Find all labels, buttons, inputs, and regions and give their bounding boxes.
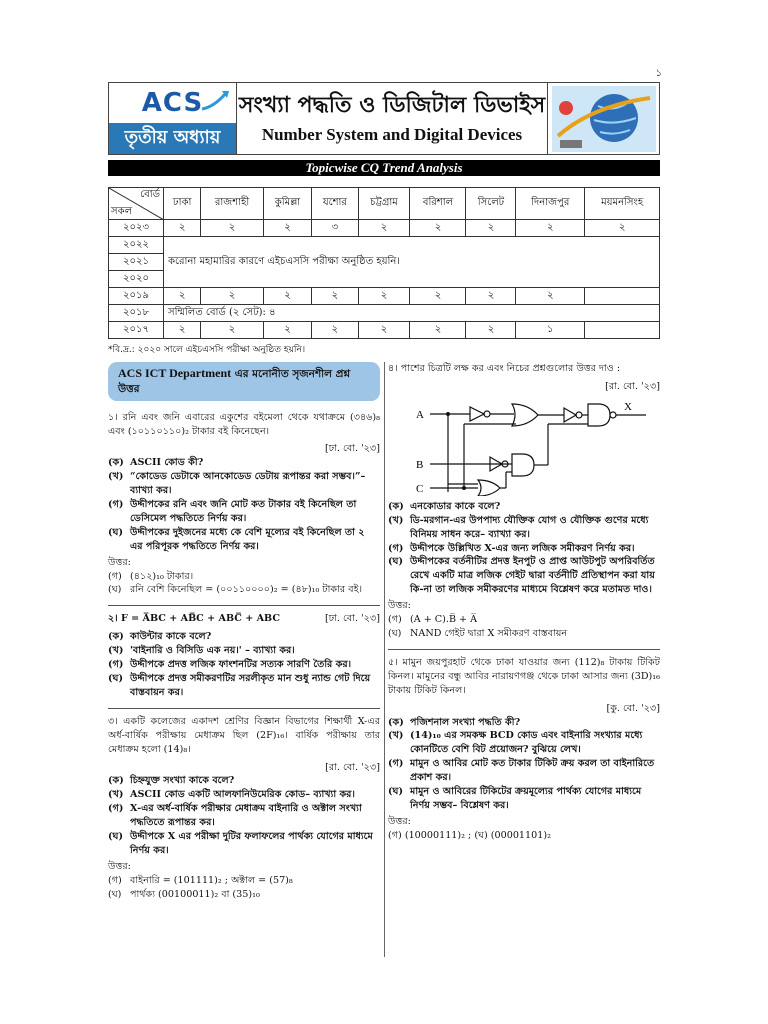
question-5-source: [কু. বো. '২৩] — [606, 702, 660, 714]
chapter-label: তৃতীয় অধ্যায় — [109, 123, 236, 154]
year-cell: ২০২৩ — [109, 220, 164, 237]
question-2-option-kha — [108, 644, 380, 658]
input-c-label: C — [416, 482, 424, 495]
question-5-option-ka — [388, 716, 660, 730]
option-text: উদ্দীপকের রনি এবং জনি মোট কত টাকার বই কিনেছিল তা ডেসিমেল পদ্ধতিতে নির্ণয় কর। — [130, 499, 357, 524]
year-cell: ২০১৯ — [109, 288, 164, 305]
count-cell — [585, 322, 660, 339]
option-key: (ক) — [108, 457, 124, 469]
count-cell: ২ — [410, 220, 466, 237]
question-2-source: [ঢা. বো. '২৩] — [324, 613, 380, 625]
option-text: এনকোডার কাকে বলে? — [410, 500, 501, 512]
option-key: (ঘ) — [108, 888, 122, 900]
board-header: কুমিল্লা — [263, 188, 311, 220]
option-text: ডি-মরগান-এর উপপাদ্য যৌক্তিক যোগ ও যৌক্তিক গুণের মধ্যে বিনিময় সাধন করে– ব্যাখ্যা কর। — [410, 514, 649, 540]
answer-text: (A + C).B̅ + A̅ — [410, 614, 478, 626]
input-a-label: A — [416, 408, 424, 421]
globe-illustration — [547, 83, 659, 154]
corner-board-label: বোর্ড — [140, 189, 160, 200]
department-caption: এর মনোনীত সৃজনশীল প্রশ্ন উত্তর — [118, 368, 351, 396]
question-1-answer-gha — [108, 583, 380, 597]
question-5-option-ga — [388, 757, 660, 785]
question-3-option-kha — [108, 788, 380, 802]
question-2-header — [108, 612, 380, 626]
count-cell: ২ — [164, 322, 201, 339]
table-row — [109, 220, 660, 237]
table-header-row — [109, 188, 660, 220]
count-cell: ২ — [358, 322, 410, 339]
option-key: (গ) — [388, 542, 404, 554]
option-text: উদ্দীপকে X এর পরীক্ষা দুটির ফলাফলের পার্থক্য যোগের মাধ্যমে নির্ণয় কর। — [130, 831, 373, 856]
right-column — [388, 362, 660, 843]
option-text: মামুন ও আবির মোট কত টাকার টিকিট ক্রয় করল তা বাইনারিতে প্রকাশ কর। — [410, 758, 655, 784]
board-header: যশোর — [312, 188, 358, 220]
board-header: সিলেট — [466, 188, 516, 220]
board-header: চট্টগ্রাম — [358, 188, 410, 220]
output-x-label: X — [624, 400, 632, 413]
option-text: 'বাইনারি ও বিসিডি এক নয়।' – ব্যাখ্যা কর। — [130, 645, 295, 657]
count-cell: ২ — [410, 322, 466, 339]
question-2-stem: ২। F = A̅BC + AB̅C + ABC̅ + ABC — [108, 613, 280, 625]
option-key: (ক) — [108, 775, 124, 787]
question-1-source: [ঢা. বো. '২৩] — [324, 443, 380, 455]
table-row — [109, 237, 660, 254]
option-key: (গ) — [108, 803, 124, 815]
option-key: (ক) — [108, 631, 124, 643]
count-cell: ২ — [263, 220, 311, 237]
count-cell: ২ — [410, 288, 466, 305]
board-header: ঢাকা — [164, 188, 201, 220]
question-5-option-gha — [388, 785, 660, 813]
question-3-answer-gha — [108, 888, 380, 902]
question-5-answer: (গ) (10000111)₂ ; (ঘ) (00001101)₂ — [388, 829, 551, 841]
count-cell: ২ — [201, 322, 263, 339]
answer-text: রনি বেশি কিনেছিল = (০০১১০০০০)₂ = (৪৮)₁₀ টাকার বই। — [130, 584, 362, 596]
option-key: (খ) — [108, 789, 124, 801]
corner-cell — [109, 188, 164, 220]
question-4-option-kha — [388, 514, 660, 542]
question-separator — [108, 708, 380, 709]
question-1-option-ga — [108, 498, 380, 526]
question-1-answer-ga — [108, 570, 380, 584]
year-cell: ২০১৮ — [109, 305, 164, 322]
page-number: ১ — [655, 68, 662, 79]
count-cell: ২ — [516, 288, 585, 305]
question-3-option-gha — [108, 830, 380, 858]
count-cell: ২ — [263, 322, 311, 339]
option-text: উদ্দীপকের বর্তনীটির প্রদত্ত ইনপুট ও প্রাপ্ত আউটপুট অপরিবর্তিত রেখে একটি মাত্র লজিক গেইট দ্বারা বর্তনীটি প্রতিস্থাপন করা যায় কি-না তা লজিক সমীকরণের মাধ্যমে বিশ্লেষণ করে মতামত দাও। — [410, 556, 655, 596]
answer-text: পার্থক্য (00100011)₂ বা (35)₁₀ — [130, 888, 260, 900]
count-cell: ২ — [312, 322, 358, 339]
option-key: (গ) — [108, 659, 124, 671]
question-2-option-ga — [108, 658, 380, 672]
department-tag — [108, 362, 380, 401]
option-key: (ক) — [388, 500, 404, 512]
covid-note-cell: করোনা মহামারির কারণে এইচএসসি পরীক্ষা অনুষ্ঠিত হয়নি। — [164, 237, 660, 288]
chapter-header — [108, 82, 660, 155]
option-key: (ঘ) — [108, 831, 124, 843]
count-cell: ২ — [164, 220, 201, 237]
option-text: উদ্দীপকে প্রদত্ত লজিক ফাংশনটির সত্যক সারণি তৈরি কর। — [130, 659, 352, 671]
option-key: (গ) — [108, 874, 122, 886]
acs-logo: ACS — [141, 87, 204, 118]
option-text: চিহ্নযুক্ত সংখ্যা কাকে বলে? — [130, 775, 235, 787]
board-header: বরিশাল — [410, 188, 466, 220]
combined-board-note: সম্মিলিত বোর্ড (২ সেট): ৪ — [164, 305, 660, 322]
trend-table — [108, 187, 660, 339]
question-3-source: [রা. বো. '২৩] — [325, 761, 380, 773]
answer-label: উত্তর: — [108, 860, 131, 872]
footnote: *বি.দ্র.: ২০২০ সালে এইচএসসি পরীক্ষা অনুষ্ঠিত হয়নি। — [108, 345, 306, 355]
option-key: (খ) — [388, 730, 404, 742]
table-row — [109, 322, 660, 339]
answer-text: বাইনারি = (101111)₂ ; অক্টাল = (57)₈ — [130, 874, 293, 886]
answer-label: উত্তর: — [388, 815, 411, 827]
year-cell: ২০২১ — [109, 254, 164, 271]
question-4-option-gha — [388, 555, 660, 597]
option-key: (ঘ) — [108, 673, 124, 685]
count-cell: ২ — [201, 220, 263, 237]
option-key: (ঘ) — [388, 556, 404, 568]
option-key: (ঘ) — [108, 584, 122, 596]
question-3-option-ka — [108, 774, 380, 788]
option-key: (খ) — [388, 514, 404, 526]
count-cell: ২ — [164, 288, 201, 305]
option-key: (গ) — [108, 499, 124, 511]
answer-label: উত্তর: — [388, 600, 411, 612]
option-text: (14)₁₀ এর সমকক্ষ BCD কোড এবং বাইনারি সংখ্যার মধ্যে কোনটিতে বেশি বিট প্রয়োজন? বুঝিয়ে লেখ। — [410, 730, 643, 756]
question-4-stem: ৪। পাশের চিত্রটি লক্ষ কর এবং নিচের প্রশ্নগুলোর উত্তর দাও : — [388, 363, 621, 374]
option-text: উদ্দীপকের দুইজনের মধ্যে কে বেশি মূল্যের বই কিনেছিল তা ২ এর পরিপূরক পদ্ধতিতে নির্ণয় কর। — [130, 526, 365, 552]
table-row — [109, 288, 660, 305]
count-cell: ২ — [585, 220, 660, 237]
option-text: উদ্দীপকে উল্লিখিত X-এর জন্য লজিক সমীকরণ নির্ণয় কর। — [410, 542, 635, 554]
answer-label: উত্তর: — [108, 556, 131, 568]
count-cell — [585, 288, 660, 305]
option-text: ASCII কোড কী? — [130, 457, 204, 469]
option-key: (গ) — [108, 570, 122, 582]
count-cell: ২ — [358, 220, 410, 237]
question-4-source: [রা. বো. '২৩] — [605, 380, 660, 392]
chapter-title-english: Number System and Digital Devices — [261, 124, 523, 144]
table-row — [109, 305, 660, 322]
question-2-option-gha — [108, 672, 380, 700]
option-key: (ঘ) — [388, 627, 402, 639]
option-text: মামুন ও আবিরের টিকিটের ক্রয়মূল্যের পার্থক্য যোগের মাধ্যমে নির্ণয় সম্ভব– বিশ্লেষণ কর। — [410, 786, 642, 811]
count-cell: ২ — [201, 288, 263, 305]
question-3-stem: ৩। একটি কলেজের একাদশ শ্রেণির বিজ্ঞান বিভাগের শিক্ষার্থী X-এর অর্ধ-বার্ষিক পরীক্ষায় মেধাক্রম ছিল (2F)₁₆। বার্ষিক পরীক্ষায় তার মেধাক্রম হলো (14)₈। — [108, 715, 380, 755]
question-separator — [388, 649, 660, 650]
question-1-stem: ১। রনি এবং জনি এবারের একুশের বইমেলা থেকে যথাক্রমে (৩৪৬)₈ এবং (১০১১০১১০)₂ টাকার বই কিনেছেন। — [108, 411, 380, 437]
question-1-option-ka — [108, 456, 380, 470]
option-text: ASCII কোড একটি আলফানিউমেরিক কোড– ব্যাখ্যা কর। — [130, 789, 355, 801]
year-cell: ২০১৭ — [109, 322, 164, 339]
count-cell: ২ — [263, 288, 311, 305]
option-text: উদ্দীপকে প্রদত্ত সমীকরণটির সরলীকৃত মান শুধু ন্যান্ড গেট দিয়ে বাস্তবায়ন কর। — [130, 673, 371, 698]
board-header: রাজশাহী — [201, 188, 263, 220]
option-key: (ক) — [388, 716, 404, 728]
option-text: পজিশনাল সংখ্যা পদ্ধতি কী? — [410, 716, 521, 728]
logo-block — [109, 83, 237, 154]
department-name: ACS ICT Department — [118, 366, 232, 380]
trend-analysis-banner: Topicwise CQ Trend Analysis — [108, 160, 660, 176]
option-key: (ঘ) — [108, 526, 124, 538]
question-3-option-ga — [108, 802, 380, 830]
input-b-label: B — [416, 458, 424, 471]
option-key: (ঘ) — [388, 786, 404, 798]
question-separator — [108, 605, 380, 606]
question-1-option-kha — [108, 470, 380, 498]
board-header: দিনাজপুর — [516, 188, 585, 220]
answer-text: NAND গেইট দ্বারা X সমীকরণ বাস্তবায়ন — [410, 627, 568, 639]
count-cell: ২ — [516, 220, 585, 237]
left-column — [108, 362, 380, 902]
count-cell: ৩ — [312, 220, 358, 237]
question-4-answer-ga — [388, 613, 660, 627]
count-cell: ১ — [516, 322, 585, 339]
question-5-option-kha — [388, 729, 660, 757]
globe-icon — [552, 86, 656, 152]
logic-circuit-diagram — [388, 396, 660, 496]
question-3-answer-ga — [108, 874, 380, 888]
question-4-option-ga — [388, 542, 660, 556]
question-4-option-ka — [388, 500, 660, 514]
count-cell: ২ — [466, 322, 516, 339]
year-cell: ২০২০ — [109, 271, 164, 288]
count-cell: ২ — [466, 220, 516, 237]
column-divider — [384, 362, 385, 957]
option-key: (খ) — [108, 645, 124, 657]
answer-text: (৪১২)₁₀ টাকার। — [130, 570, 194, 582]
year-cell: ২০২২ — [109, 237, 164, 254]
chapter-title-bangla: সংখ্যা পদ্ধতি ও ডিজিটাল ডিভাইস — [238, 93, 546, 119]
count-cell: ২ — [312, 288, 358, 305]
question-2-option-ka — [108, 630, 380, 644]
count-cell: ২ — [358, 288, 410, 305]
option-key: (খ) — [108, 471, 124, 483]
question-4-answer-gha — [388, 627, 660, 641]
count-cell: ২ — [466, 288, 516, 305]
board-header: ময়মনসিংহ — [585, 188, 660, 220]
corner-year-label: সকল — [111, 205, 133, 217]
option-key: (গ) — [388, 758, 404, 770]
option-key: (গ) — [388, 614, 402, 626]
question-5-stem: ৫। মামুন জয়পুরহাট থেকে ঢাকা যাওয়ার জন্য (112)₈ টাকায় টিকিট কিনল। মামুনের বন্ধু আবির নারায়ণগঞ্জ থেকে ঢাকা আসার জন্য (3D)₁₆ টাকায় টিকিট কিনল। — [388, 656, 660, 696]
swoosh-arrow-icon — [200, 89, 230, 113]
question-1-option-gha — [108, 526, 380, 554]
option-text: কাউন্টার কাকে বলে? — [130, 631, 212, 643]
option-text: “কোডেড ডেটাকে আনকোডেড ডেটায় রূপান্তর করা সম্ভব।”– ব্যাখ্যা কর। — [130, 471, 366, 497]
option-text: X-এর অর্ধ-বার্ষিক পরীক্ষার মেধাক্রম বাইনারি ও অক্টাল সংখ্যা পদ্ধতিতে রূপান্তর কর। — [130, 803, 362, 829]
